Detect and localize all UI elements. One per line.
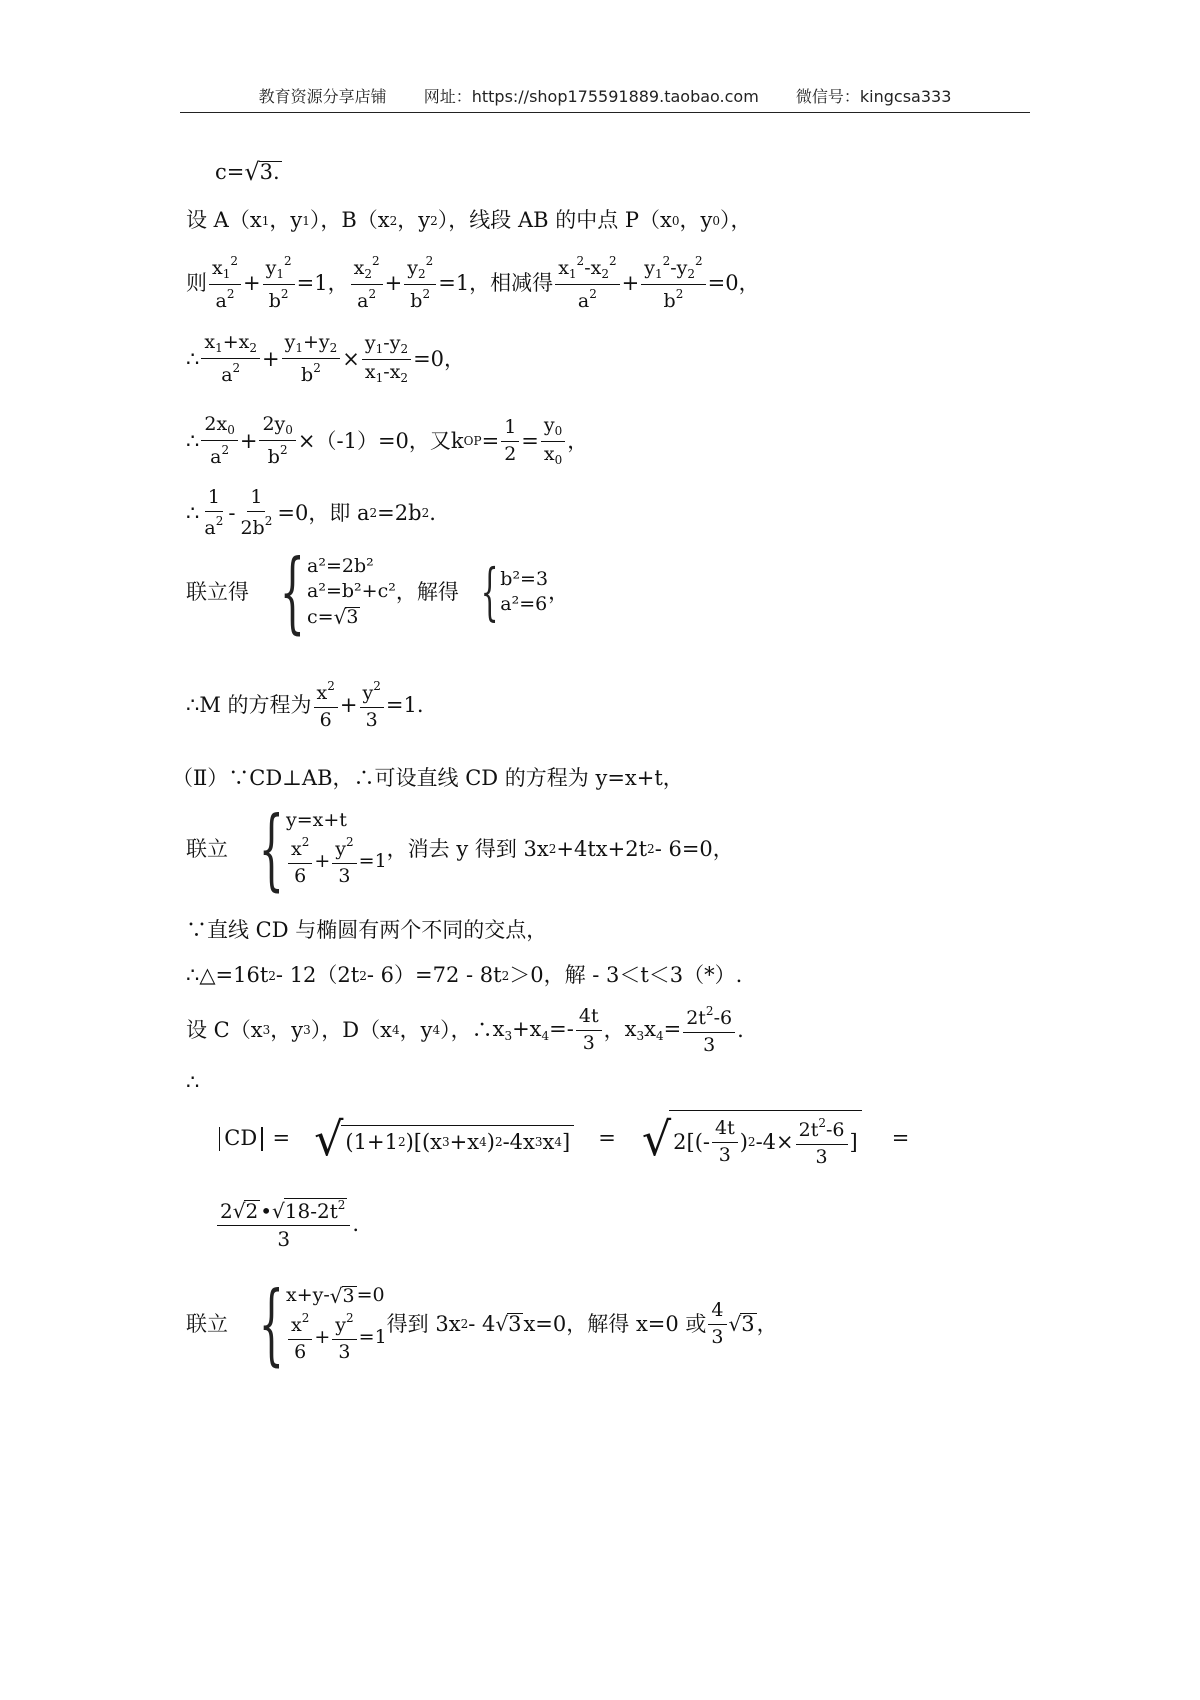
equation-system: { b²=3 a²=6: [480, 555, 549, 628]
fraction: $\frac{y^2}{3}$: [360, 680, 384, 731]
fraction: $\frac{1}{2}$: [501, 418, 519, 465]
header-url[interactable]: 网址：https://shop175591889.taobao.com: [423, 87, 759, 106]
fraction: $\frac{2y_0}{b^2}$: [259, 415, 295, 468]
line-points: 设 A（x 1 ，y 1 ），B（x 2 ，y 2 ），线段 AB 的中点 P（x 0 ，y 0 ），: [186, 208, 752, 232]
fraction: $\frac{4}{3}$: [708, 1301, 726, 1348]
fraction: $\frac{x^2}{6}$: [314, 680, 338, 731]
line-system-cd: 联立 { y=x+t $\frac{x^2}{6}$ + $\frac{y^2}{3}$ =1 ，消去 y 得到 3x 2 +4tx+2t 2 - 6=0，: [186, 797, 734, 900]
fraction: $\frac{y^2}{3}$: [332, 1312, 356, 1363]
fraction: $\frac{x^2}{6}$: [288, 1312, 312, 1363]
fraction: $\frac{y_2^2}{b^2}$: [404, 255, 436, 312]
line-system-solve: 联立得 { a²=2b² a²=b²+c² c= √ 3 ，解得 { b²=3 a²=6 ，: [186, 540, 570, 643]
fraction: $\frac{x_1^2}{a^2}$: [209, 255, 241, 312]
line-midpoint-slope: ∴ $\frac{2x_0}{a^2}$ + $\frac{2y_0}{b^2}$ ×（-1）=0，又 k OP = $\frac{1}{2}$ = $\frac{y_0}{x_0}$ ，: [186, 413, 589, 468]
fraction: $\frac{4t}{3}$: [576, 1007, 602, 1054]
fraction: $\frac{y^2}{3}$: [332, 836, 356, 887]
fraction: $\frac{2t^2-6}{3}$: [683, 1005, 735, 1056]
line-a-b-relation: ∴ $\frac{1}{a^2}$ - $\frac{1}{2b^2}$ =0，即 a 2 =2b 2 .: [186, 486, 436, 539]
line-ellipse-subtract: 则 $\frac{x_1^2}{a^2}$ + $\frac{y_1^2}{b^2}$ =1， $\frac{x_2^2}{a^2}$ + $\frac{y_2^2}{b^2}$ =1，相减得 $\frac{x_1^2-x_2^2}{a^2}$ + $\frac{y_1^2-y_2^2}{b^2}$ =0，: [186, 254, 760, 312]
fraction: $\frac{y_1-y_2}{x_1-x_2}$: [362, 334, 411, 384]
fraction: $\frac{1}{2b^2}$: [240, 486, 273, 539]
line-chord-length: CD = √ (1+1 2 )[(x 3 +x 4 ) 2 -4x 3 x 4 ] = √ 2[(- $\frac{4t}{3}$ ) 2 -4× $\frac{2t^2-6}{3}$ ] =: [215, 1110, 909, 1168]
fraction: $\frac{y_1^2}{b^2}$: [263, 255, 295, 312]
line-c-value: c= √ 3.: [215, 158, 280, 186]
line-therefore: ∴: [186, 1070, 200, 1094]
equation-system: { y=x+t $\frac{x^2}{6}$ + $\frac{y^2}{3}$ =1: [258, 797, 387, 900]
header-divider: [180, 112, 1030, 113]
line-slope-relation: ∴ $\frac{x_1+x_2}{a^2}$ + $\frac{y_1+y_2}{b^2}$ × $\frac{y_1-y_2}{x_1-x_2}$ =0，: [186, 331, 466, 386]
line-discriminant: ∴△=16t 2 - 12（2t 2 - 6）=72 - 8t 2 ＞0，解 - 3＜t＜3（*）.: [186, 963, 743, 987]
page-header: [180, 84, 1030, 114]
fraction: $\frac{y_1^2-y_2^2}{b^2}$: [641, 255, 705, 312]
fraction: $\frac{x_1^2-x_2^2}{a^2}$: [555, 255, 619, 312]
fraction: $\frac{x^2}{6}$: [288, 836, 312, 887]
equation-system: { x+y- √ 3 =0 $\frac{x^2}{6}$ + $\frac{y^2}{3}$ =1: [258, 1272, 387, 1375]
fraction: $\frac{y_0}{x_0}$: [541, 416, 565, 466]
equation-system: { a²=2b² a²=b²+c² c= √ 3: [279, 540, 396, 643]
header-store: 教育资源分享店铺: [258, 87, 387, 106]
fraction: $\frac{1}{a^2}$: [204, 486, 224, 539]
header-wechat: 微信号：kingcsa333: [795, 87, 952, 106]
line-ellipse-equation: ∴M 的方程为 $\frac{x^2}{6}$ + $\frac{y^2}{3}$ =1.: [186, 679, 424, 731]
line-part-two: （Ⅱ）∵CD⊥AB，∴可设直线 CD 的方程为 y=x+t，: [172, 766, 684, 790]
fraction: $\frac{y_1+y_2}{b^2}$: [282, 333, 341, 386]
line-two-intersections: ∵直线 CD 与椭圆有两个不同的交点，: [186, 918, 548, 942]
fraction: $\frac{x_2^2}{a^2}$: [351, 255, 383, 312]
line-vieta: 设 C（x 3 ，y 3 ），D（x 4 ，y 4 ），∴ $x_3+x_4=-$ $\frac{4t}{3}$ ， $x_3x_4=$ $\frac{2t^2-6}{3}$ .: [186, 1004, 744, 1056]
line-system-ab: 联立 { x+y- √ 3 =0 $\frac{x^2}{6}$ + $\frac{y^2}{3}$ =1 得到 3x 2 - 4 √ 3 x=0，解得 x=0 或 $\frac{4}{3}$ √ 3 ，: [186, 1272, 778, 1375]
line-chord-result: $\frac{2√2 •√18-2t^2}{3}$ .: [215, 1198, 359, 1250]
fraction: $\frac{2x_0}{a^2}$: [201, 415, 237, 468]
fraction: $\frac{2√2 •√18-2t^2}{3}$: [217, 1198, 350, 1250]
fraction: $\frac{x_1+x_2}{a^2}$: [201, 333, 260, 386]
